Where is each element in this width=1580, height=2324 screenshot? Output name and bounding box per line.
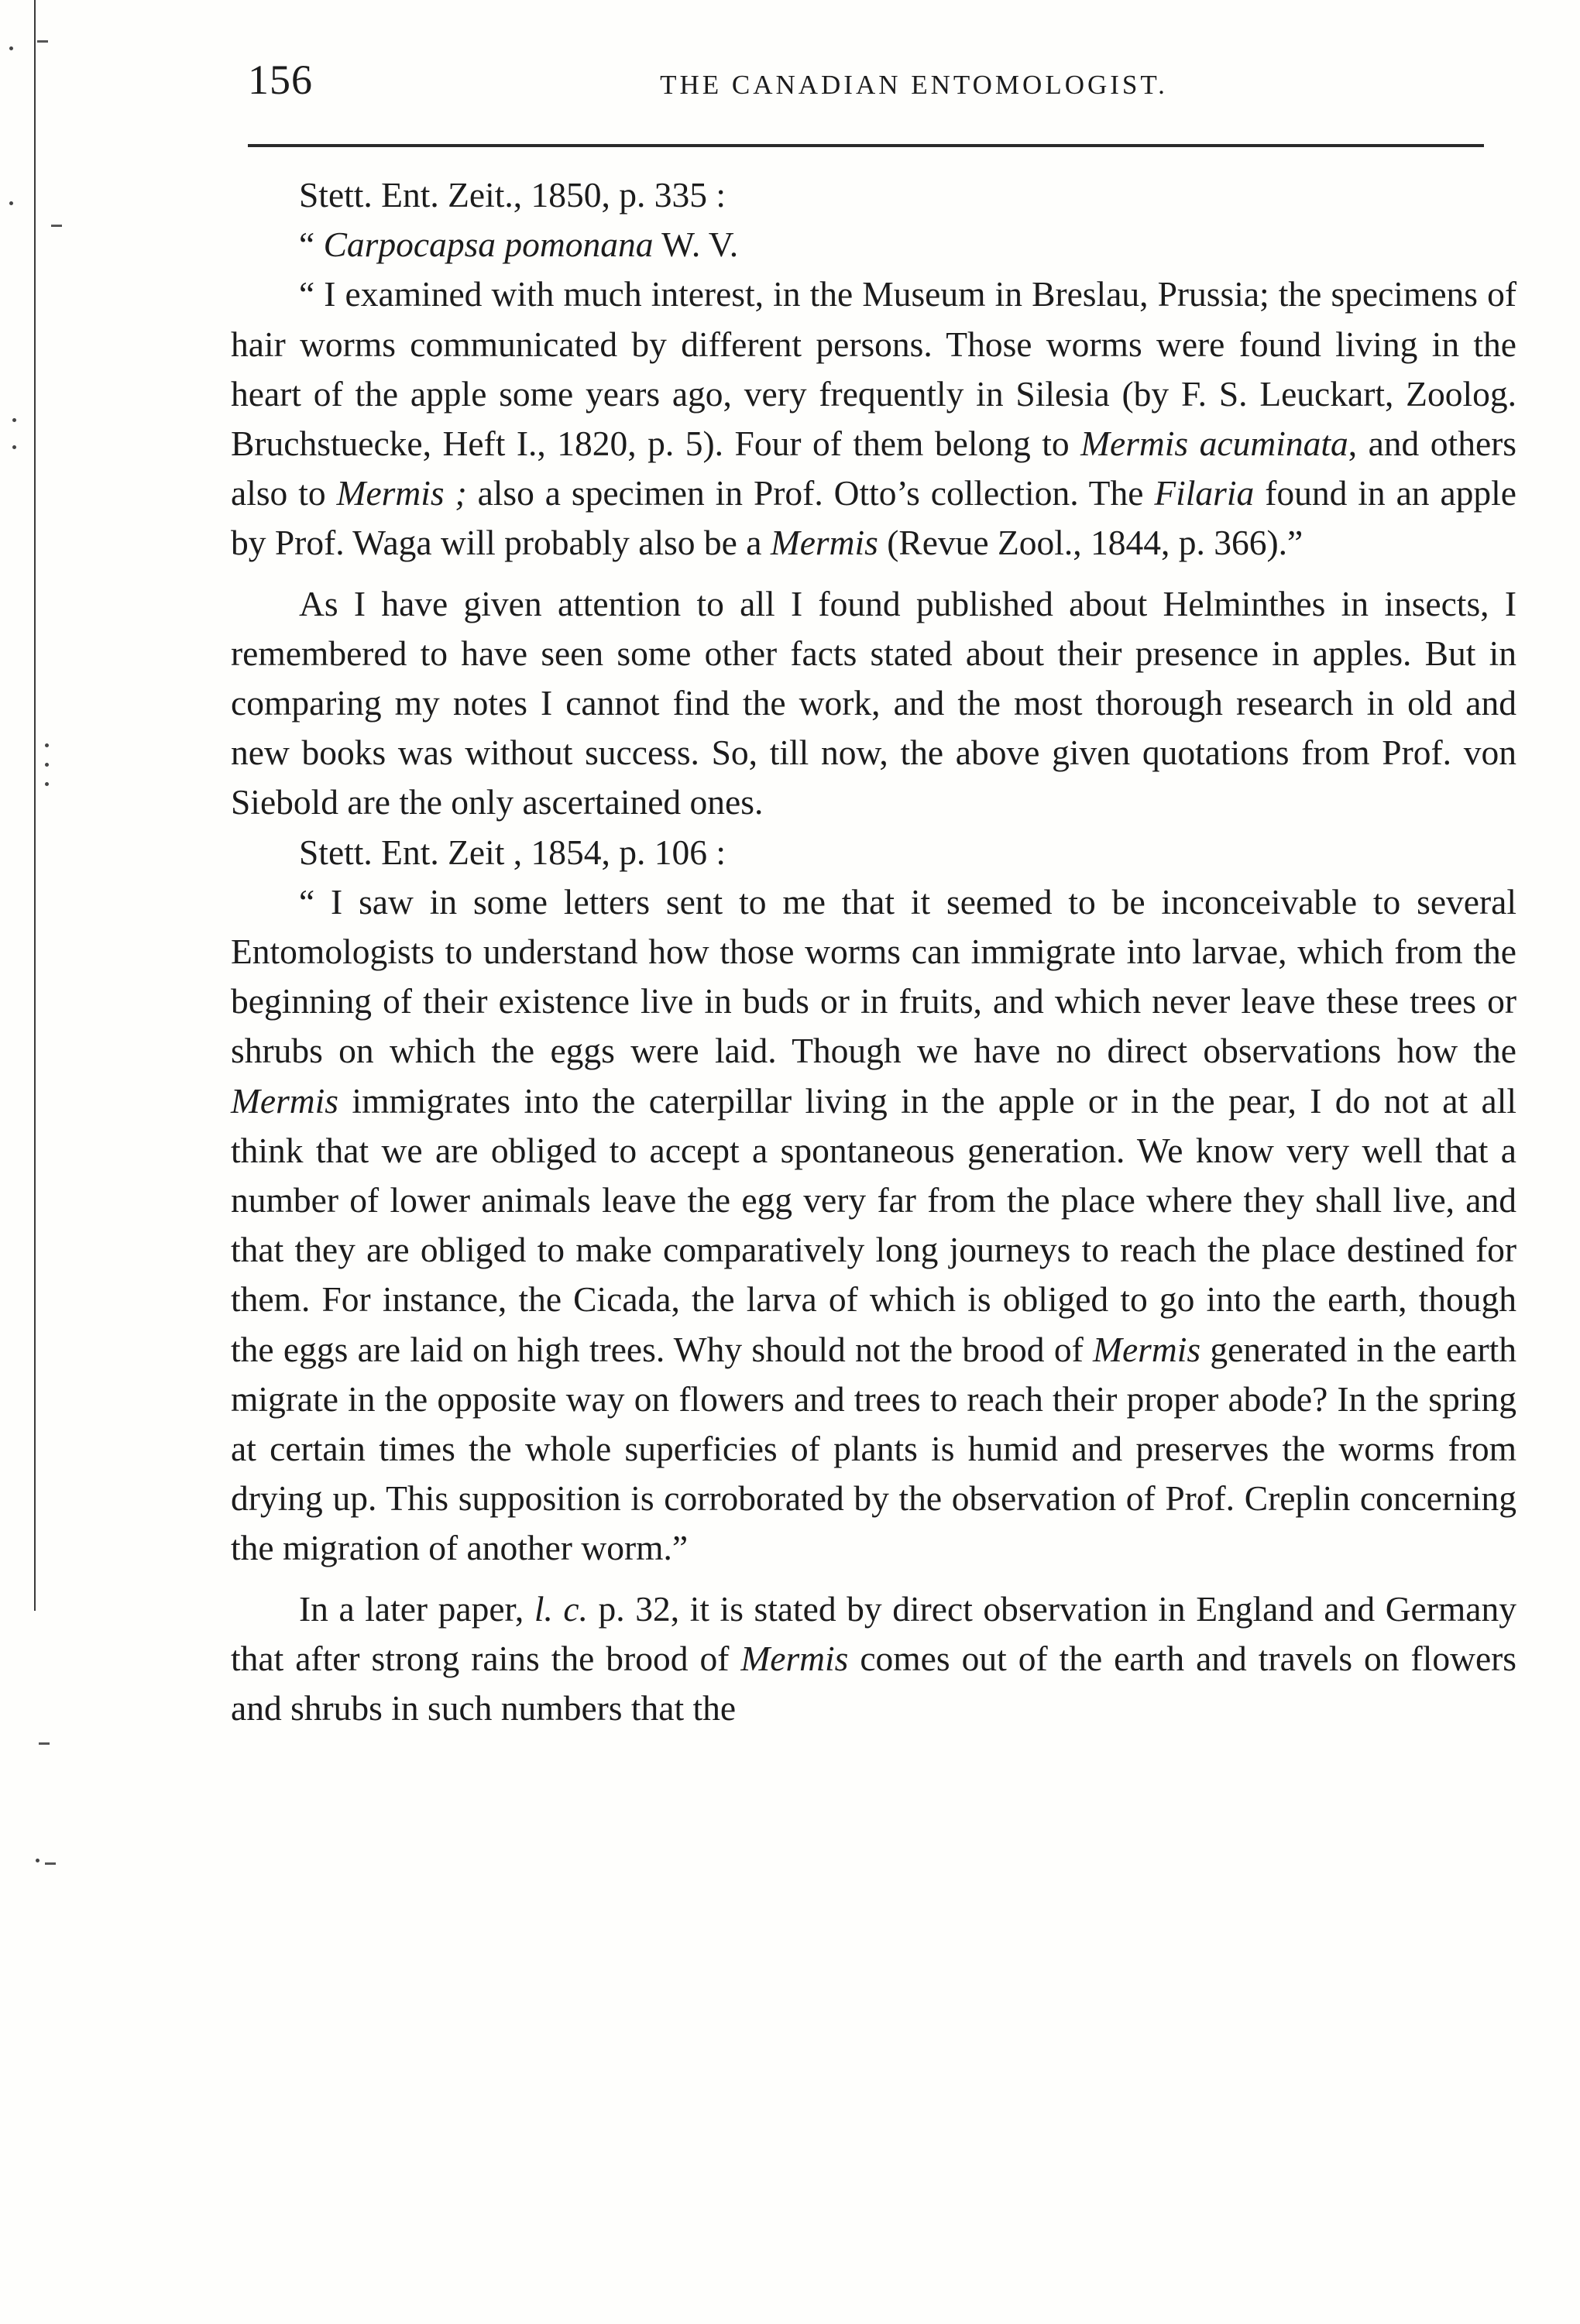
species-author: W. V. xyxy=(653,225,739,265)
text-run: generated in the earth migrate in the opposite way on flowers and trees to reach their proper abode? In the spring at certain times the whole superficies of plants is humid and preserves the worms from drying up. This supposition is corroborated by the observation of Prof. Creplin concerning the migration of another worm.” xyxy=(231,1329,1516,1568)
page-header xyxy=(248,56,1487,125)
species-name: Carpocapsa pomonana xyxy=(323,225,654,265)
scan-mark xyxy=(36,1859,40,1862)
italic-term: l. c. xyxy=(534,1588,588,1629)
quote-paragraph xyxy=(231,269,1516,568)
scan-mark xyxy=(9,46,13,50)
body-text xyxy=(231,170,1516,1733)
quote-paragraph xyxy=(231,877,1516,1574)
text-run: “ I saw in some letters sent to me that it seemed to be inconceivable to several Entomologists to understand how those worms can immigrate into larvae, which from the beginning of their existence live in buds or in fruits, and which never leave these trees or shrubs on which the eggs were laid. Though we have no direct observations how the xyxy=(231,881,1516,1071)
scan-mark xyxy=(51,225,62,227)
body-paragraph: As I have given attention to all I found published about Helminthes in insects, I remembered to have seen some other facts stated about their presence in apples. But in comparing my notes I cannot find the work, and the most thorough research in old and new books was without success. So, till now, the above given quotations from Prof. von Siebold are the only ascertained ones. xyxy=(231,583,1516,822)
italic-term: Mermis ; xyxy=(336,473,467,513)
header-rule xyxy=(248,144,1484,147)
scan-mark xyxy=(45,1862,56,1865)
text-run: “ I examined with much interest, in the Museum in Breslau, Prussia; the specimens of hair worms communicated by different persons. Those worms were found living in the heart of the apple some years ago, very frequently in Silesia (by F. S. Leuckart, Zoolog. Bruchstuecke, Heft I., 1820, p. 5). Four of them belong to xyxy=(231,274,1516,464)
italic-term: Mermis xyxy=(1093,1329,1201,1369)
citation-text: Stett. Ent. Zeit , 1854, p. 106 : xyxy=(299,832,726,872)
scan-mark xyxy=(45,743,49,747)
citation-line xyxy=(231,828,1516,877)
quote-mark: “ xyxy=(299,225,324,265)
body-paragraph xyxy=(231,1584,1516,1734)
scan-margin-line xyxy=(34,0,36,1611)
scan-mark xyxy=(37,40,48,43)
text-run: (Revue Zool., 1844, p. 366).” xyxy=(878,523,1304,563)
scan-mark xyxy=(9,201,13,205)
page-number: 156 xyxy=(248,57,313,103)
citation-line xyxy=(231,170,1516,220)
text-run: found in an apple by Prof. Waga will probably also be a xyxy=(231,473,1517,563)
species-line xyxy=(231,220,1516,269)
text-run: In a later paper, xyxy=(299,1588,534,1629)
scan-mark xyxy=(12,445,16,449)
running-title: THE CANADIAN ENTOMOLOGIST. xyxy=(660,70,1168,100)
italic-term: Mermis xyxy=(231,1080,339,1121)
text-run: comes out of the earth and travels on flowers and shrubs in such numbers that the xyxy=(231,1638,1517,1728)
scan-mark xyxy=(39,1742,50,1745)
scan-mark xyxy=(45,763,49,767)
text-run: immigrates into the caterpillar living in the apple or in the pear, I do not at all think that we are obliged to accept a spontaneous generation. We know very well that a number of lower animals leave the egg very far from the place where they shall live, and that they are obliged to make comparatively long journeys to reach the place destined for them. For instance, the Cicada, the larva of which is obliged to go into the earth, though the eggs are laid on high trees. Why should not the brood of xyxy=(231,1080,1516,1369)
text-run: also a specimen in Prof. Otto’s collection. The xyxy=(466,473,1155,513)
scan-mark xyxy=(12,418,16,422)
italic-term: Mermis xyxy=(770,523,878,563)
italic-term: Mermis xyxy=(740,1638,849,1678)
citation-text: Stett. Ent. Zeit., 1850, p. 335 : xyxy=(299,175,726,215)
italic-term: Filaria xyxy=(1154,473,1255,513)
italic-term: Mermis acuminata xyxy=(1080,424,1348,464)
text-run: , and others also to xyxy=(231,424,1517,513)
text-run: p. 32, it is stated by direct observation in England and Germany that after strong rains the brood of xyxy=(231,1588,1516,1678)
scan-mark xyxy=(45,782,49,786)
